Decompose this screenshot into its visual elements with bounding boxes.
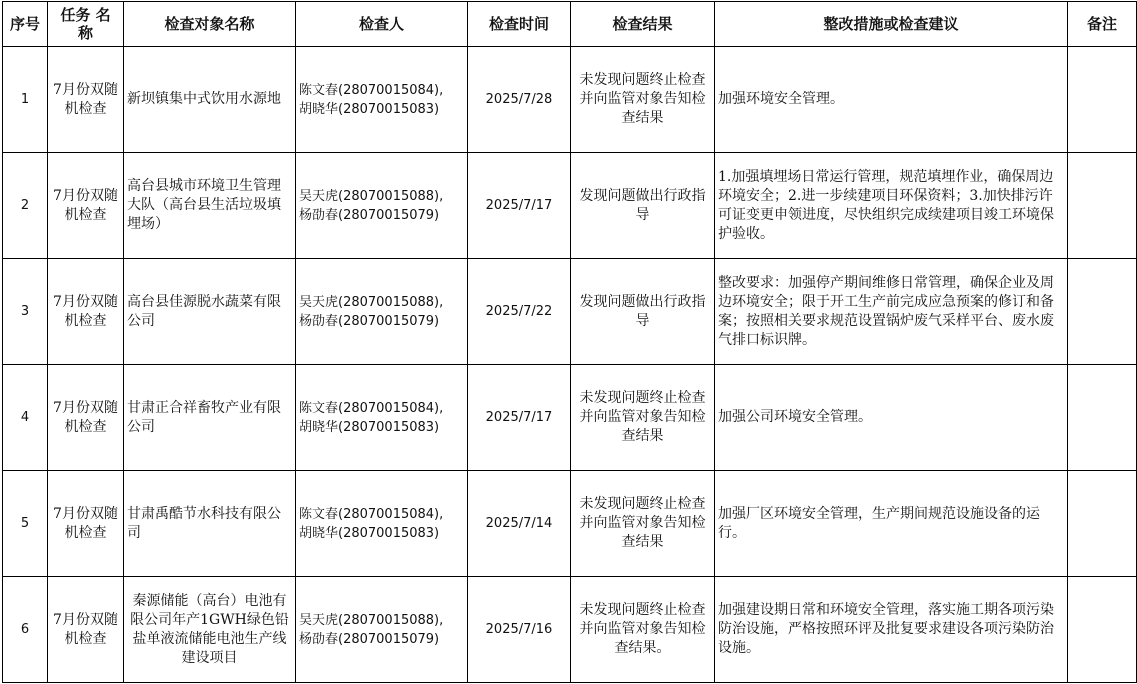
cell-task: 7月份双随 机检查: [48, 471, 124, 577]
header-task: 任务 名 称: [48, 2, 124, 47]
cell-advice: 加强环境安全管理。: [715, 47, 1068, 153]
cell-time: 2025/7/16: [468, 577, 571, 683]
cell-target: 高台县佳源脱水蔬菜有限公司: [124, 259, 296, 365]
cell-seq: 1: [3, 47, 48, 153]
cell-seq: 5: [3, 471, 48, 577]
cell-task: 7月份双随 机检查: [48, 47, 124, 153]
header-remark: 备注: [1068, 2, 1137, 47]
cell-advice: 加强建设期日常和环境安全管理，落实施工期各项污染防治设施，严格按照环评及批复要求建设各项污染防治设施。: [715, 577, 1068, 683]
cell-task: 7月份双随 机检查: [48, 259, 124, 365]
cell-inspector: 吴天虎(28070015088), 杨劭春(28070015079): [296, 259, 468, 365]
cell-remark: [1068, 259, 1137, 365]
cell-time: 2025/7/17: [468, 365, 571, 471]
cell-seq: 3: [3, 259, 48, 365]
cell-result: 未发现问题终止检查并向监管对象告知检查结果: [571, 365, 715, 471]
cell-result: 未发现问题终止检查并向监管对象告知检查结果。: [571, 577, 715, 683]
table-row: [3, 47, 1137, 153]
cell-inspector: 陈文春(28070015084), 胡晓华(28070015083): [296, 365, 468, 471]
cell-target: 新坝镇集中式饮用水源地: [124, 47, 296, 153]
header-result: 检查结果: [571, 2, 715, 47]
cell-target: 甘肃正合祥畜牧产业有限公司: [124, 365, 296, 471]
table-row: [3, 471, 1137, 577]
cell-remark: [1068, 365, 1137, 471]
cell-time: 2025/7/22: [468, 259, 571, 365]
header-time: 检查时间: [468, 2, 571, 47]
cell-seq: 2: [3, 153, 48, 259]
cell-advice: 整改要求：加强停产期间维修日常管理，确保企业及周边环境安全；限于开工生产前完成应急预案的修订和备案；按照相关要求规范设置锅炉废气采样平台、废水废气排口标识牌。: [715, 259, 1068, 365]
cell-seq: 6: [3, 577, 48, 683]
cell-time: 2025/7/14: [468, 471, 571, 577]
cell-time: 2025/7/28: [468, 47, 571, 153]
table-row: [3, 577, 1137, 683]
table-row: [3, 259, 1137, 365]
header-row: [3, 2, 1137, 47]
cell-target: 秦源储能（高台）电池有限公司年产1GWH绿色铅盐单液流储能电池生产线建设项目: [124, 577, 296, 683]
cell-task: 7月份双随 机检查: [48, 153, 124, 259]
cell-remark: [1068, 471, 1137, 577]
cell-result: 发现问题做出行政指导: [571, 259, 715, 365]
cell-result: 发现问题做出行政指导: [571, 153, 715, 259]
cell-target: 高台县城市环境卫生管理大队（高台县生活垃圾填埋场）: [124, 153, 296, 259]
cell-inspector: 吴天虎(28070015088), 杨劭春(28070015079): [296, 577, 468, 683]
cell-advice: 加强公司环境安全管理。: [715, 365, 1068, 471]
cell-inspector: 吴天虎(28070015088), 杨劭春(28070015079): [296, 153, 468, 259]
cell-inspector: 陈文春(28070015084), 胡晓华(28070015083): [296, 471, 468, 577]
cell-advice: 加强厂区环境安全管理，生产期间规范设施设备的运行。: [715, 471, 1068, 577]
header-target: 检查对象名称: [124, 2, 296, 47]
cell-time: 2025/7/17: [468, 153, 571, 259]
cell-result: 未发现问题终止检查并向监管对象告知检查结果: [571, 471, 715, 577]
cell-remark: [1068, 577, 1137, 683]
cell-result: 未发现问题终止检查并向监管对象告知检查结果: [571, 47, 715, 153]
cell-inspector: 陈文春(28070015084), 胡晓华(28070015083): [296, 47, 468, 153]
cell-task: 7月份双随 机检查: [48, 365, 124, 471]
table-row: [3, 153, 1137, 259]
cell-remark: [1068, 47, 1137, 153]
table-row: [3, 365, 1137, 471]
cell-task: 7月份双随 机检查: [48, 577, 124, 683]
header-advice: 整改措施或检查建议: [715, 2, 1068, 47]
cell-seq: 4: [3, 365, 48, 471]
cell-advice: 1.加强填埋场日常运行管理，规范填埋作业，确保周边环境安全；2.进一步续建项目环保资料；3.加快排污许可证变更申领进度，尽快组织完成续建项目竣工环境保护验收。: [715, 153, 1068, 259]
header-inspector: 检查人: [296, 2, 468, 47]
header-seq: 序号: [3, 2, 48, 47]
cell-target: 甘肃禹酷节水科技有限公司: [124, 471, 296, 577]
inspection-table: [2, 1, 1137, 683]
cell-remark: [1068, 153, 1137, 259]
